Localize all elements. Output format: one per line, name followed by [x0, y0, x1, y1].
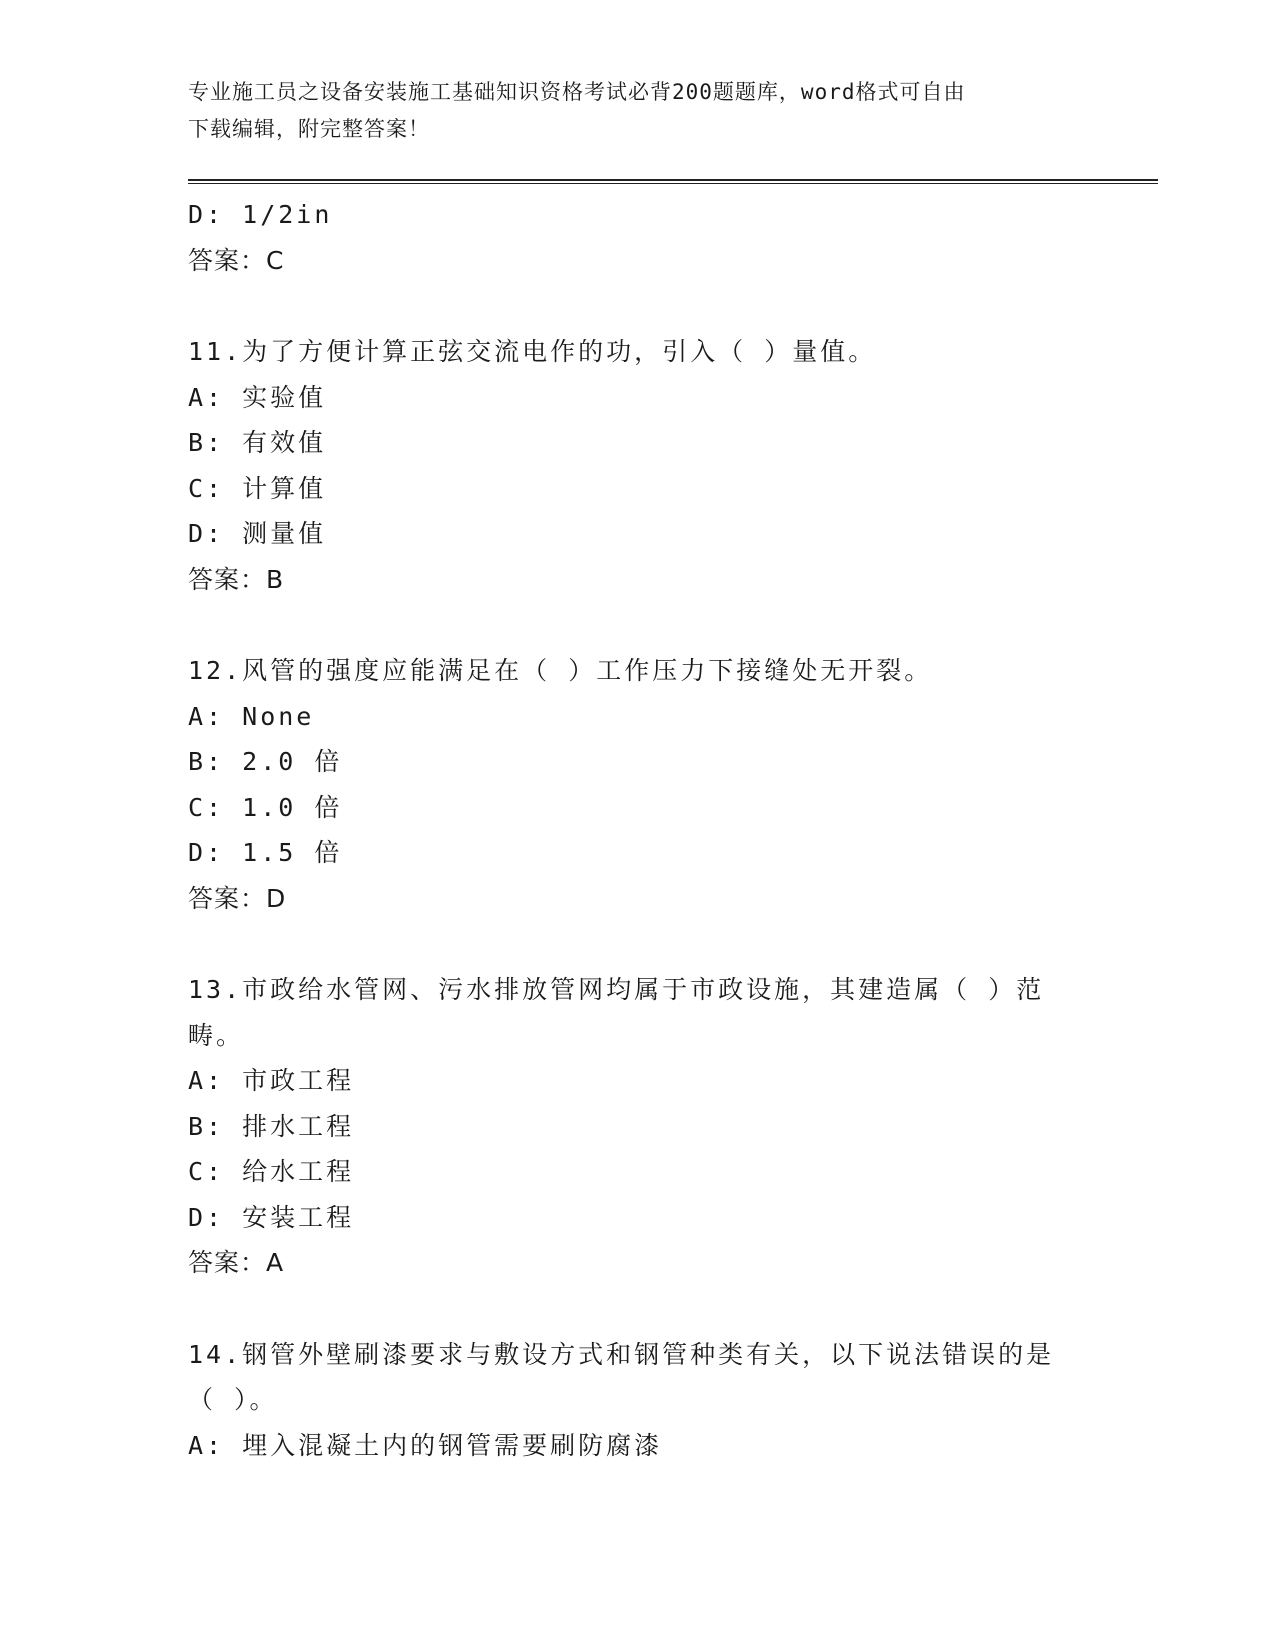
option-c: C: 给水工程	[188, 1157, 355, 1186]
header-divider-thick	[188, 179, 1158, 181]
question-stem-line-2: 畴。	[188, 1020, 245, 1050]
question-14	[188, 1332, 1088, 1469]
option-b: B: 2.0 倍	[188, 747, 343, 776]
option-d: D: 安装工程	[188, 1202, 355, 1232]
question-list	[188, 192, 1088, 1468]
question-answer: 答案：D	[188, 883, 287, 913]
option-a: A: 市政工程	[188, 1066, 355, 1095]
header-divider-thin	[188, 183, 1158, 184]
option-a: A: 埋入混凝土内的钢管需要刷防腐漆	[188, 1430, 663, 1460]
option-b: B: 有效值	[188, 428, 327, 457]
question-answer: 答案：A	[188, 1248, 285, 1277]
header-title-line-2: 下载编辑，附完整答案！	[188, 117, 430, 141]
option-a: A: 实验值	[188, 382, 327, 412]
header-title-line-1: 专业施工员之设备安装施工基础知识资格考试必背200题题库，word格式可自由	[188, 80, 966, 104]
option-d: D: 测量值	[188, 519, 327, 548]
option-c: C: 1.0 倍	[188, 792, 343, 822]
question-11	[188, 329, 1088, 602]
question-stem-line-1: 14.钢管外壁刷漆要求与敷设方式和钢管种类有关，以下说法错误的是	[188, 1339, 1055, 1369]
prev-question-answer: 答案：C	[188, 245, 285, 275]
question-stem: 12.风管的强度应能满足在（ ）工作压力下接缝处无开裂。	[188, 656, 933, 685]
question-answer: 答案：B	[188, 564, 285, 594]
prev-question-option-d: D: 1/2in	[188, 200, 333, 229]
question-12	[188, 648, 1088, 921]
option-b: B: 排水工程	[188, 1111, 355, 1141]
option-d: D: 1.5 倍	[188, 838, 343, 867]
question-13	[188, 967, 1088, 1286]
question-stem-line-1: 13.市政给水管网、污水排放管网均属于市政设施，其建造属（ ）范	[188, 975, 1045, 1004]
question-stem-line-2: （ ）。	[188, 1385, 278, 1414]
question-stem: 11.为了方便计算正弦交流电作的功，引入（ ）量值。	[188, 337, 877, 366]
option-a: A: None	[188, 701, 315, 731]
document-header	[188, 74, 1078, 148]
option-c: C: 计算值	[188, 473, 327, 503]
